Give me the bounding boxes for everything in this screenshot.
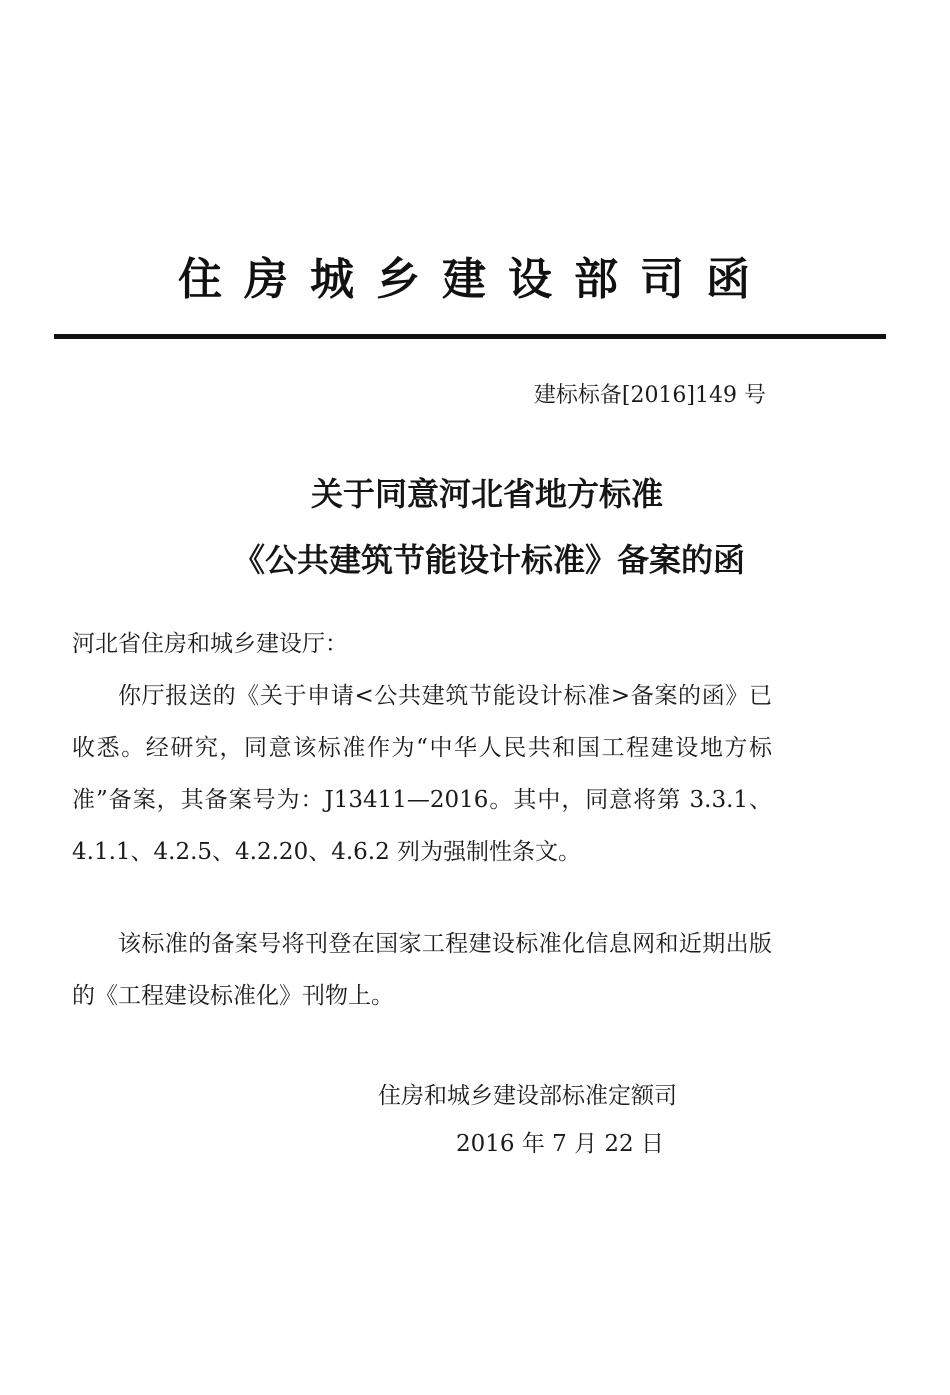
letterhead-divider	[54, 334, 886, 339]
body-paragraph-1: 你厅报送的《关于申请<公共建筑节能设计标准>备案的函》已收悉。经研究，同意该标准作为“中华人民共和国工程建设地方标准”备案，其备案号为：J13411—2016。其中，同意将第 3.3.1、4.1.1、4.2.5、4.2.20、4.6.2 列为强制性条文。	[72, 683, 772, 865]
body-paragraph-2: 该标准的备案号将刊登在国家工程建设标准化信息网和近期出版的《工程建设标准化》刊物上。	[72, 931, 772, 1009]
issue-date: 2016 年 7 月 22 日	[456, 1131, 664, 1157]
subject-line-2: 《公共建筑节能设计标准》备案的函	[232, 541, 745, 579]
salutation: 河北省住房和城乡建设厅：	[72, 631, 348, 657]
letterhead-title: 住房城乡建设部司函	[178, 254, 772, 305]
issuer-signature: 住房和城乡建设部标准定额司	[378, 1083, 677, 1109]
subject-line-1: 关于同意河北省地方标准	[310, 475, 663, 513]
document-number: 建标标备[2016]149 号	[533, 383, 766, 408]
